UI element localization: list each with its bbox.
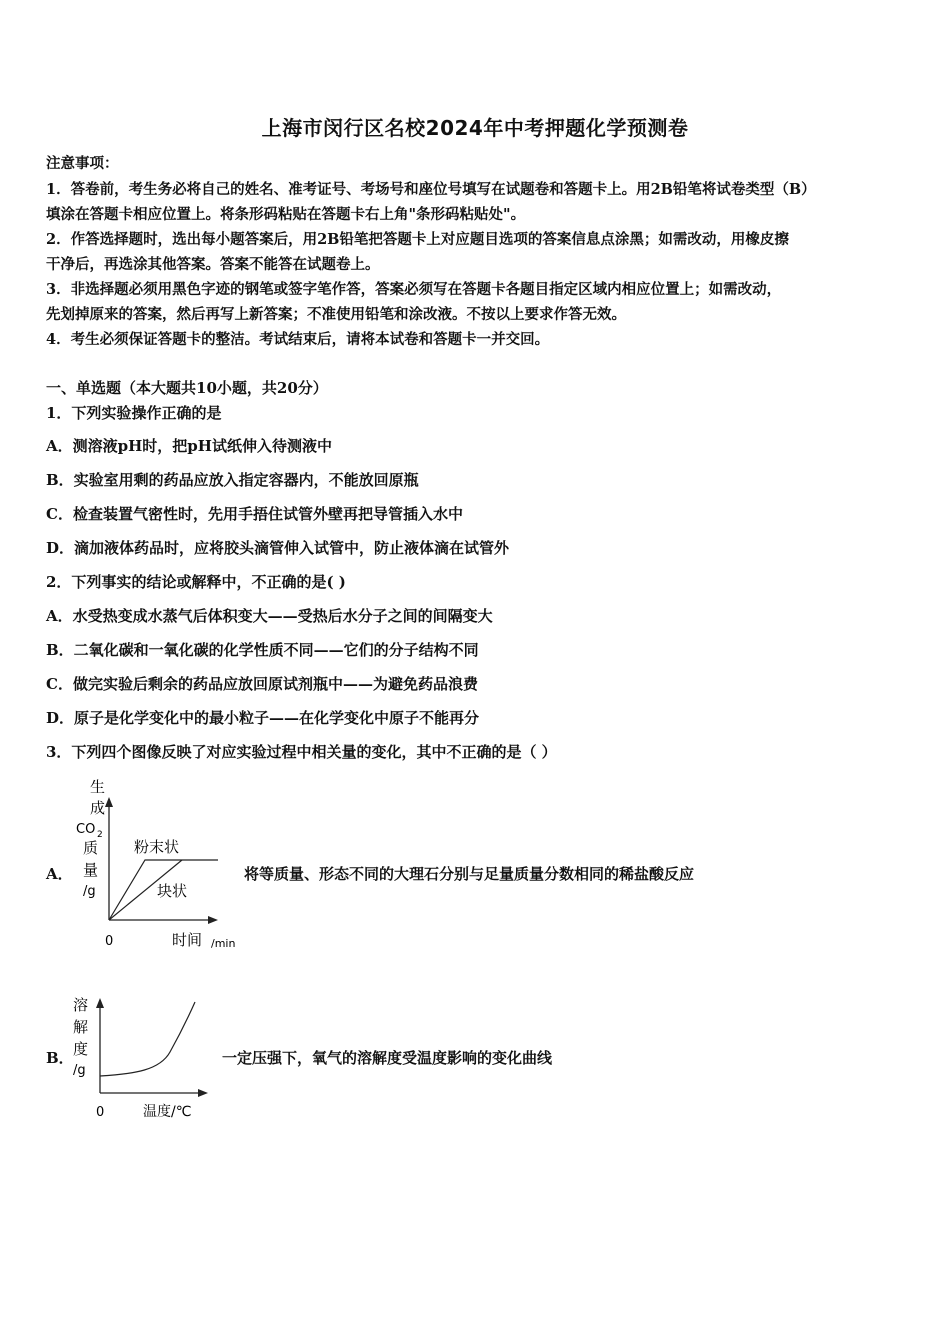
- q3-option-b-graph: [65, 992, 215, 1122]
- section-heading: 一、单选题（本大题共10小题，共20分）: [46, 379, 328, 397]
- notice-line: 2．作答选择题时，选出每小题答案后，用2B铅笔把答题卡上对应题目选项的答案信息点涂黑；如需改动，用橡皮擦: [46, 231, 789, 248]
- page-title: 上海市闵行区名校2024年中考押题化学预测卷: [261, 116, 689, 140]
- q3-option-b-text: 一定压强下，氧气的溶解度受温度影响的变化曲线: [222, 1049, 553, 1067]
- q2-option-c: C．做完实验后剩余的药品应放回原试剂瓶中——为避免药品浪费: [46, 675, 478, 693]
- graph-b-ylabel-char: 溶: [73, 996, 89, 1014]
- graph-a-block-label: 块状: [157, 882, 188, 900]
- graph-b-ylabel-char: 度: [73, 1040, 89, 1058]
- graph-a-ylabel-char: 质: [83, 839, 99, 857]
- q3-option-a-text: 将等质量、形态不同的大理石分别与足量质量分数相同的稀盐酸反应: [244, 865, 695, 883]
- q2-stem: 2．下列事实的结论或解释中，不正确的是( ): [46, 573, 346, 591]
- graph-a-ylabel-char: 量: [83, 861, 99, 879]
- graph-b-xlabel: 温度/℃: [143, 1104, 192, 1120]
- graph-a-xlabel: 时间: [172, 931, 203, 949]
- graph-a-ylabel-sub: 2: [97, 830, 103, 840]
- notice-line: 填涂在答题卡相应位置上。将条形码粘贴在答题卡右上角"条形码粘贴处"。: [46, 206, 526, 223]
- graph-b-origin: 0: [96, 1105, 105, 1120]
- q2-option-a: A．水受热变成水蒸气后体积变大——受热后水分子之间的间隔变大: [46, 607, 493, 625]
- q2-option-d: D．原子是化学变化中的最小粒子——在化学变化中原子不能再分: [46, 709, 480, 727]
- graph-a-x-arrow: [208, 916, 218, 924]
- graph-b-ylabel-char: 解: [73, 1018, 89, 1036]
- q3-stem: 3．下列四个图像反映了对应实验过程中相关量的变化，其中不正确的是（ ）: [46, 743, 557, 761]
- graph-a-powder-label: 粉末状: [134, 838, 180, 856]
- notice-line: 先划掉原来的答案，然后再写上新答案；不准使用铅笔和涂改液。不按以上要求作答无效。: [46, 306, 626, 323]
- q2-option-b: B．二氧化碳和一氧化碳的化学性质不同——它们的分子结构不同: [46, 641, 479, 659]
- q1-stem: 1．下列实验操作正确的是: [46, 404, 222, 422]
- graph-a-xunit: /min: [211, 937, 236, 950]
- notice-heading: 注意事项：: [46, 155, 119, 172]
- notice-line: 干净后，再选涂其他答案。答案不能答在试题卷上。: [46, 256, 380, 273]
- graph-a-ylabel-char: 生: [90, 778, 106, 796]
- graph-b-yunit: /g: [73, 1063, 86, 1078]
- q3-option-a-graph: [70, 775, 250, 950]
- notice-line: 3．非选择题必须用黑色字迹的钢笔或签字笔作答，答案必须写在答题卡各题目指定区域内相应位置上；如需改动，: [46, 281, 782, 298]
- q1-option-d: D．滴加液体药品时，应将胶头滴管伸入试管中，防止液体滴在试管外: [46, 539, 510, 557]
- graph-a-ylabel-char: 成: [90, 799, 106, 817]
- notice-line: 1．答卷前，考生务必将自己的姓名、准考证号、考场号和座位号填写在试题卷和答题卡上。用2B铅笔将试卷类型（B）: [46, 181, 816, 198]
- q1-option-a: A．测溶液pH时，把pH试纸伸入待测液中: [46, 437, 332, 455]
- graph-b-x-arrow: [198, 1089, 208, 1097]
- graph-a-yunit: /g: [83, 884, 96, 899]
- graph-b-solubility-curve: [100, 1002, 195, 1076]
- notice-line: 4．考生必须保证答题卡的整洁。考试结束后，请将本试卷和答题卡一并交回。: [46, 331, 550, 348]
- q3-option-a-letter: A．: [46, 865, 73, 883]
- graph-a-y-arrow: [105, 797, 113, 807]
- graph-a-ylabel-co: CO: [76, 822, 96, 837]
- graph-b-y-arrow: [96, 998, 104, 1008]
- q3-option-b-letter: B．: [46, 1049, 74, 1067]
- graph-a-origin: 0: [105, 934, 114, 949]
- q1-option-b: B．实验室用剩的药品应放入指定容器内，不能放回原瓶: [46, 471, 419, 489]
- q1-option-c: C．检查装置气密性时，先用手捂住试管外壁再把导管插入水中: [46, 505, 463, 523]
